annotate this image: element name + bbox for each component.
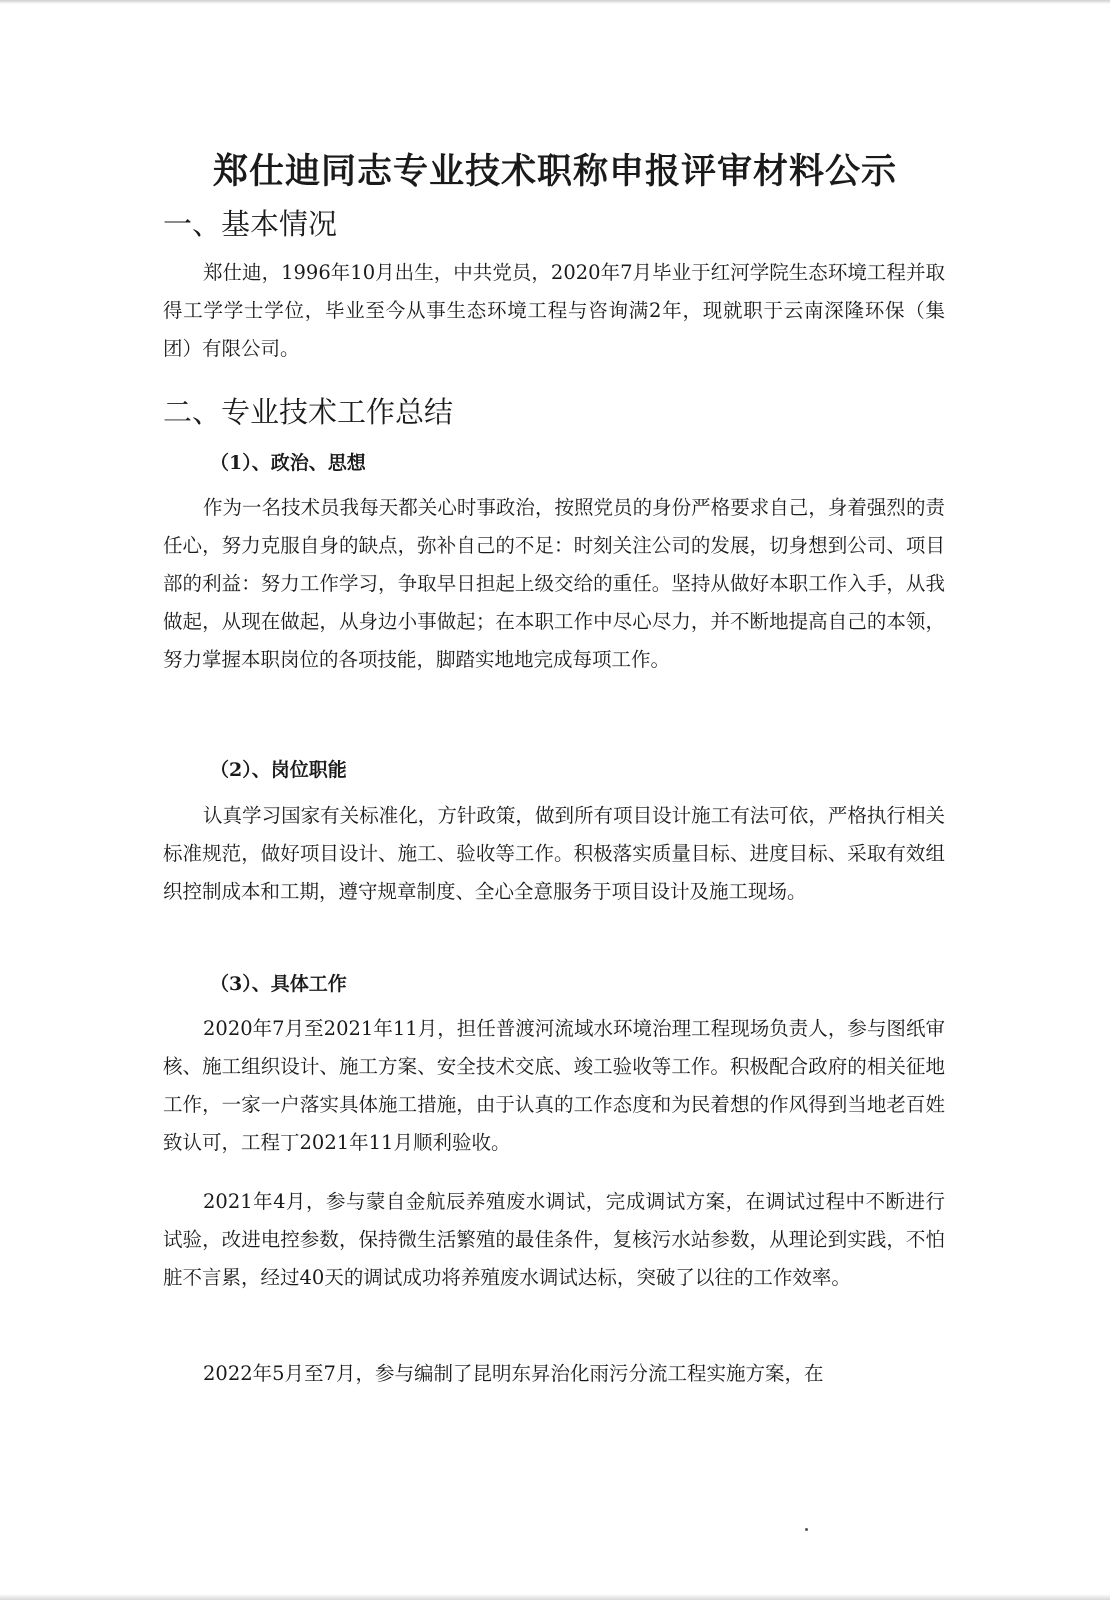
basic-info-paragraph: 郑仕迪，1996年10月出生，中共党员，2020年7月毕业于红河学院生态环境工程并取得工学学士学位，毕业至今从事生态环境工程与咨询满2年，现就职于云南深隆环保（集团）有限公司。 xyxy=(163,261,945,360)
specific-work-paragraph-2: 2021年4月，参与蒙自金航辰养殖废水调试，完成调试方案，在调试过程中不断进行试验，改进电控参数，保持微生活繁殖的最佳条件，复核污水站参数，从理论到实践，不怕脏不言累，经过40天的调试成功将养殖废水调试达标，突破了以往的工作效率。 xyxy=(163,1190,945,1289)
subheading-specific-work: （3）、具体工作 xyxy=(210,973,347,995)
section-heading-basic-info: 一、基本情况 xyxy=(163,207,338,241)
scan-bottom-edge xyxy=(0,1594,1110,1600)
politics-paragraph: 作为一名技术员我每天都关心时事政治，按照党员的身份严格要求自己，身着强烈的责任心，努力克服自身的缺点，弥补自己的不足：时刻关注公司的发展，切身想到公司、项目部的利益：努力工作学习，争取早日担起上级交给的重任。坚持从做好本职工作入手，从我做起，从现在做起，从身边小事做起；在本职工作中尽心尽力，并不断地提高自己的本领，努力掌握本职岗位的各项技能，脚踏实地地完成每项工作。 xyxy=(163,496,945,671)
specific-work-paragraph-3: 2022年5月至7月，参与编制了昆明东昇治化雨污分流工程实施方案，在 xyxy=(203,1362,824,1385)
job-function-paragraph: 认真学习国家有关标准化，方针政策，做到所有项目设计施工有法可依，严格执行相关标准规范，做好项目设计、施工、验收等工作。积极落实质量目标、进度目标、采取有效组织控制成本和工期，遵守规章制度、全心全意服务于项目设计及施工现场。 xyxy=(163,804,945,903)
section-heading-work-summary: 二、专业技术工作总结 xyxy=(163,395,454,429)
subheading-politics: （1）、政治、思想 xyxy=(210,452,366,474)
specific-work-paragraph-1: 2020年7月至2021年11月，担任普渡河流域水环境治理工程现场负责人，参与图纸审核、施工组织设计、施工方案、安全技术交底、竣工验收等工作。积极配合政府的相关征地工作，一家一户落实具体施工措施，由于认真的工作态度和为民着想的作风得到当地老百姓 致认可，工程丁2021年11月顺利验收。 xyxy=(163,1017,945,1154)
subheading-job-function: （2）、岗位职能 xyxy=(210,759,347,781)
scan-speck xyxy=(805,1528,808,1531)
document-title: 郑仕迪同志专业技术职称申报评审材料公示 xyxy=(212,152,897,192)
scan-top-edge xyxy=(0,0,1110,4)
